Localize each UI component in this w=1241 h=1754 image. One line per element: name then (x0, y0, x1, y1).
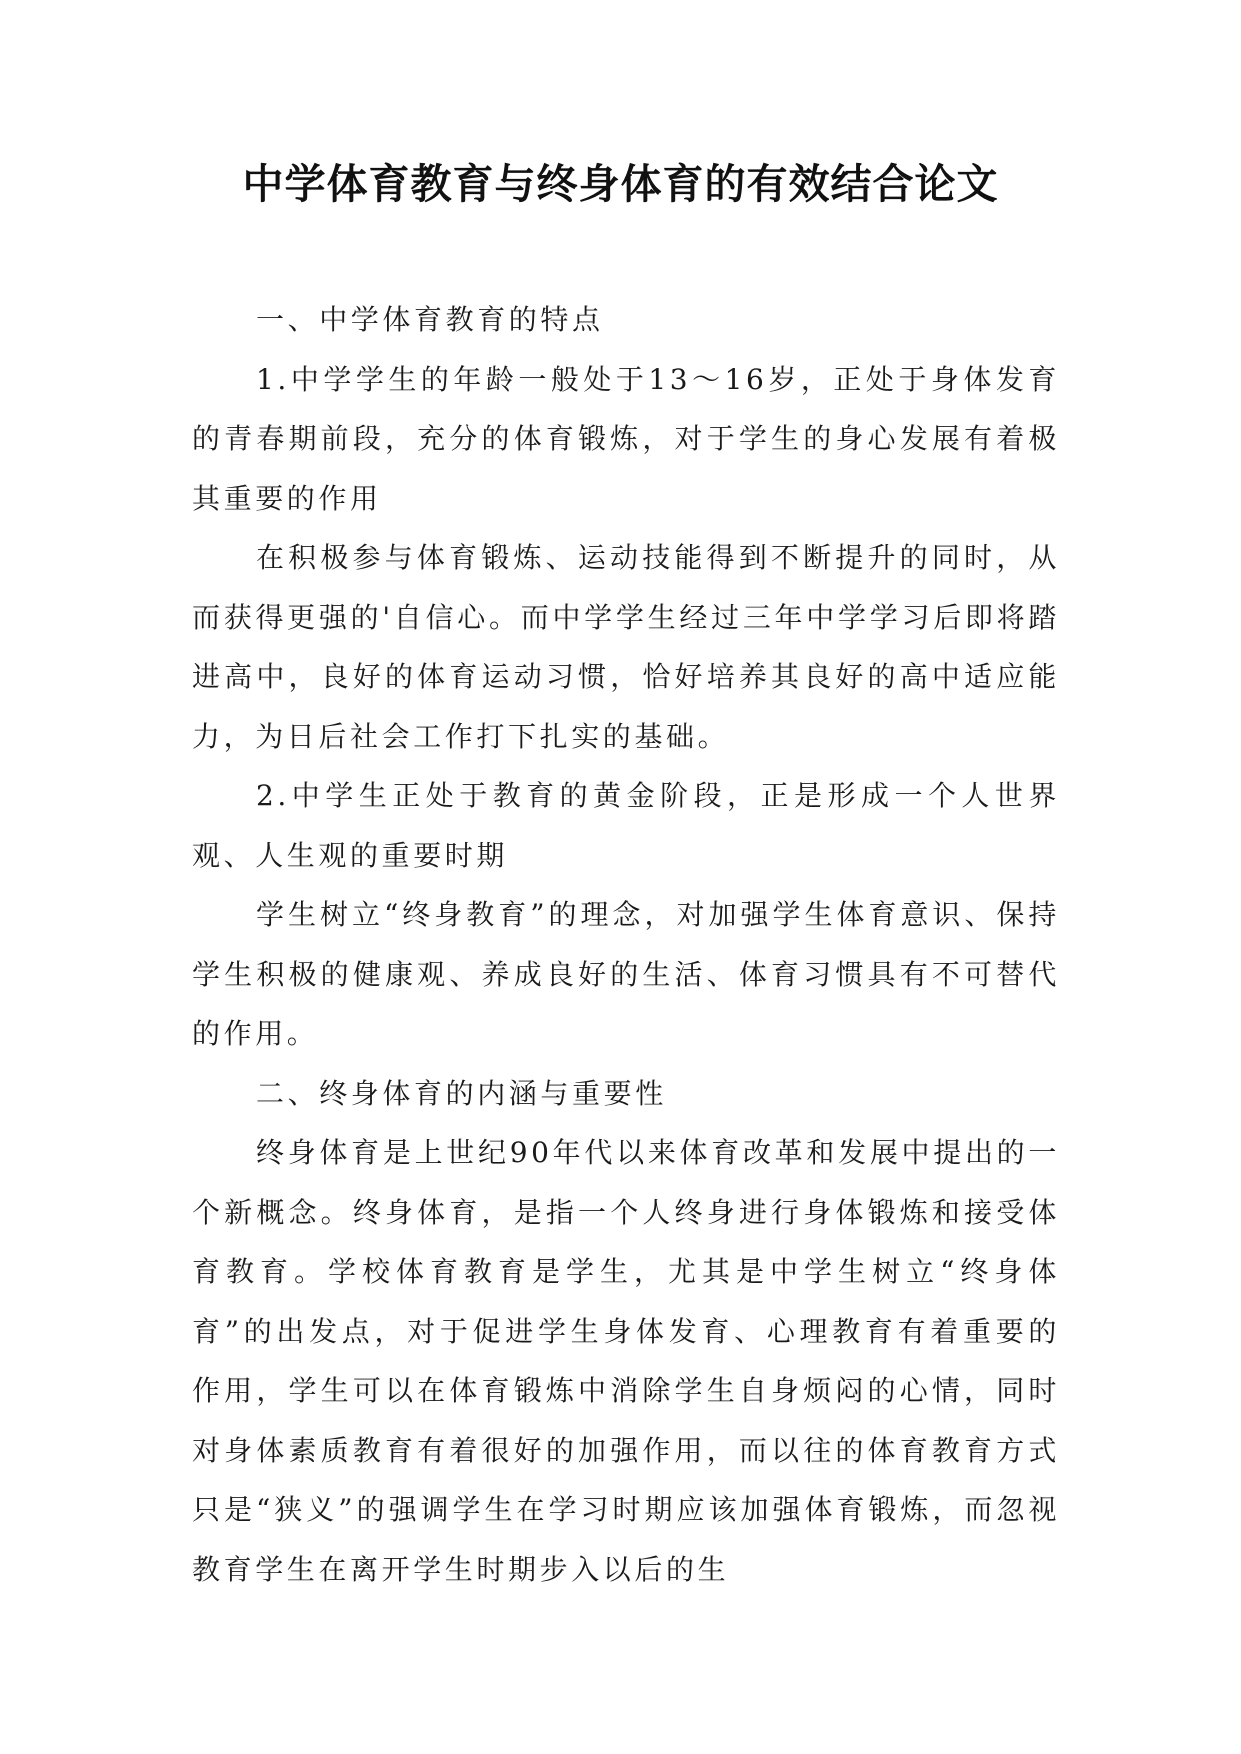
paragraph: 学生树立“终身教育”的理念，对加强学生体育意识、保持学生积极的健康观、养成良好的生活、体育习惯具有不可替代的作用。 (192, 898, 1060, 1050)
paragraph: 2.中学生正处于教育的黄金阶段，正是形成一个人世界观、人生观的重要时期 (192, 779, 1060, 872)
section-heading: 一、中学体育教育的特点 (256, 303, 604, 336)
paragraph: 在积极参与体育锻炼、运动技能得到不断提升的同时，从而获得更强的'自信心。而中学学生经过三年中学学习后即将踏进高中，良好的体育运动习惯，恰好培养其良好的高中适应能力，为日后社会工作打下扎实的基础。 (192, 541, 1060, 753)
document-body (192, 290, 1060, 1599)
paragraph: 终身体育是上世纪90年代以来体育改革和发展中提出的一个新概念。终身体育，是指一个人终身进行身体锻炼和接受体育教育。学校体育教育是学生，尤其是中学生树立“终身体育”的出发点，对于促进学生身体发育、心理教育有着重要的作用，学生可以在体育锻炼中消除学生自身烦闷的心情，同时对身体素质教育有着很好的加强作用，而以往的体育教育方式只是“狭义”的强调学生在学习时期应该加强体育锻炼，而忽视教育学生在离开学生时期步入以后的生 (192, 1136, 1060, 1586)
section-heading: 二、终身体育的内涵与重要性 (256, 1076, 667, 1110)
paragraph: 1.中学学生的年龄一般处于13～16岁，正处于身体发育的青春期前段，充分的体育锻炼，对于学生的身心发展有着极其重要的作用 (192, 362, 1060, 515)
document-title: 中学体育教育与终身体育的有效结合论文 (242, 160, 999, 208)
